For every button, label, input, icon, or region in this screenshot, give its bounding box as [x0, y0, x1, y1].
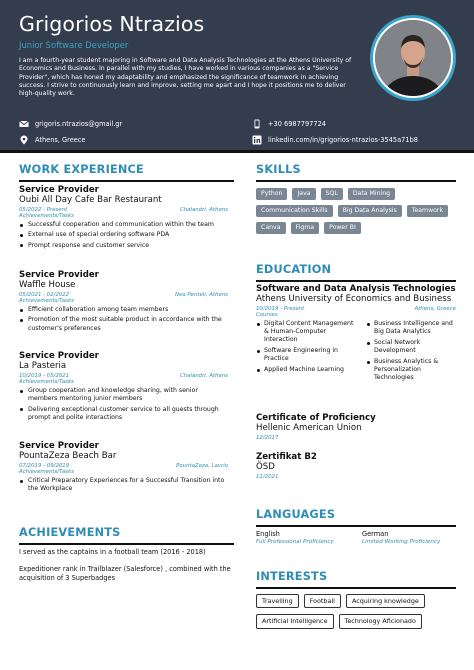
interest-chip: Technology Aficionado	[339, 614, 422, 628]
edu-degree: Zertifikat B2	[256, 452, 317, 462]
language-level: Limited Working Proficiency	[362, 539, 441, 545]
interest-chip: Artificial Intelligence	[256, 614, 334, 628]
section-rule	[19, 543, 234, 545]
job-entry	[19, 351, 228, 424]
edu-dates: 11/2021	[256, 474, 279, 480]
skill-chip: Big Data Analysis	[338, 205, 402, 217]
achievement-item: Expeditioner rank in Trailblazer (Salesforce) , combined with the acquisition of 3 Superbadges	[19, 565, 231, 582]
bullet-item: Promotion of the most suitable product in accordance with the customer's preferences	[19, 316, 228, 333]
section-title-languages: LANGUAGES	[256, 508, 336, 521]
bullet-item: Delivering exceptional customer service to all guests through prompt and polite interactions	[19, 406, 228, 423]
job-company: Waffle House	[19, 280, 76, 290]
section-title-interests: INTERESTS	[256, 570, 328, 583]
skill-chip: SQL	[321, 188, 343, 200]
job-location: PountaZeza, Lavrio	[176, 463, 228, 469]
achievement-item: I served as the captains in a football team (2016 - 2018)	[19, 548, 206, 556]
job-entry	[19, 270, 228, 335]
job-location: Chalandri, Athens	[179, 373, 228, 379]
job-bullets	[19, 387, 228, 422]
section-title-education: EDUCATION	[256, 263, 332, 276]
education-entry	[256, 452, 456, 480]
section-rule	[256, 525, 456, 527]
bullet-item: Prompt response and customer service	[19, 242, 228, 250]
job-role: Service Provider	[19, 351, 99, 361]
edu-degree: Certificate of Proficiency	[256, 413, 376, 423]
bullet-item: External use of special ordering software PDA	[19, 231, 228, 239]
language-level: Full Professional Proficiency	[256, 539, 334, 545]
job-entry	[19, 185, 228, 252]
edu-location: Athens, Greece	[414, 306, 456, 312]
bullet-item: Successful cooperation and communication within the team	[19, 221, 228, 229]
job-bullets	[19, 306, 228, 333]
skill-chip: Canva	[256, 222, 286, 234]
interest-chip: Acquiring knowledge	[346, 594, 425, 608]
job-role: Service Provider	[19, 185, 99, 195]
edu-degree: Software and Data Analysis Technologies	[256, 284, 456, 294]
job-location: Chalandri, Athens	[179, 207, 228, 213]
section-rule	[256, 180, 456, 182]
email-icon	[19, 119, 29, 129]
location-text: Athens, Greece	[35, 136, 86, 144]
section-rule	[256, 280, 456, 282]
job-subtitle: Achievements/Tasks	[19, 379, 74, 385]
section-title-achievements: ACHIEVEMENTS	[19, 526, 121, 539]
contact-email[interactable]	[19, 119, 122, 129]
interest-chip: Football	[304, 594, 341, 608]
bullet-item: Efficient collaboration among team members	[19, 306, 228, 314]
job-company: PountaZeza Beach Bar	[19, 451, 117, 461]
job-subtitle: Achievements/Tasks	[19, 469, 74, 475]
header	[0, 0, 474, 150]
location-icon	[19, 135, 29, 145]
bullet-item: Critical Preparatory Experiences for a Successful Transition into the Workplace	[19, 477, 228, 494]
language-name: English	[256, 530, 280, 538]
linkedin-text: linkedin.com/in/grigorios-ntrazios-3545a71b8	[268, 136, 418, 144]
skill-chip: Java	[292, 188, 315, 200]
skill-chip: Data Mining	[348, 188, 395, 200]
course-item: Business Analytics & Personalization Technologies	[366, 358, 456, 382]
contact-phone[interactable]	[252, 119, 326, 129]
candidate-name: Grigorios Ntrazios	[19, 12, 205, 36]
job-subtitle: Achievements/Tasks	[19, 213, 74, 219]
course-item: Software Engineering in Practice	[256, 347, 356, 363]
job-dates: 05/2021 - 02/2022	[19, 292, 70, 298]
course-list	[256, 320, 456, 385]
skill-chip: Python	[256, 188, 287, 200]
skill-chip: Teamwork	[407, 205, 448, 217]
job-dates: 07/2019 - 09/2019	[19, 463, 70, 469]
section-title-skills: SKILLS	[256, 163, 301, 176]
language-item	[362, 530, 462, 545]
contact-location	[19, 135, 86, 145]
course-item: Applied Machine Learning	[256, 366, 356, 374]
interest-chip: Travelling	[256, 594, 299, 608]
edu-school: ÖSD	[256, 462, 275, 472]
edu-school: Hellenic American Union	[256, 423, 362, 433]
edu-dates: 12/2017	[256, 435, 279, 441]
edu-subtitle: Courses	[256, 312, 278, 318]
job-bullets	[19, 477, 228, 494]
bullet-item: Group cooperation and knowledge sharing, with senior members mentoring junior members	[19, 387, 228, 404]
profile-photo-frame	[370, 15, 456, 101]
email-text: grigoris.ntrazios@gmail.gr	[35, 120, 123, 128]
linkedin-icon	[252, 135, 262, 145]
course-item: Social Network Development	[366, 339, 456, 355]
job-dates: 05/2022 - Present	[19, 207, 68, 213]
job-role: Service Provider	[19, 270, 99, 280]
skill-chip: Communication Skills	[256, 205, 333, 217]
phone-text: +30 6987797724	[268, 120, 326, 128]
job-bullets	[19, 221, 228, 250]
skills-list	[256, 188, 456, 234]
edu-school: Athens University of Economics and Business	[256, 294, 452, 304]
section-rule	[19, 180, 234, 182]
job-subtitle: Achievements/Tasks	[19, 298, 74, 304]
education-entry	[256, 284, 456, 385]
section-rule	[256, 587, 456, 589]
job-dates: 10/2019 - 05/2021	[19, 373, 70, 379]
edu-dates: 10/2019 - Present	[256, 306, 305, 312]
language-name: German	[362, 530, 389, 538]
interests-list	[256, 594, 456, 629]
job-role: Service Provider	[19, 441, 99, 451]
language-item	[256, 530, 356, 545]
summary: I am a fourth-year student majoring in Software and Data Analysis Technologies at the Athens University of Economics and Business. In parallel with my studies, I have worked in various companies as a "Service Provider", which has honed my adaptability and emphasized the significance of teamwork in achieving success. I strive to continuously learn and improve, setting me apart and I hope it positions me to deliver high-quality work.	[19, 57, 352, 98]
profile-photo	[375, 20, 451, 96]
course-item: Digital Content Management & Human-Computer Interaction	[256, 320, 356, 344]
skill-chip: Figma	[291, 222, 320, 234]
job-location: Nea Penteli, Athens	[175, 292, 228, 298]
phone-icon	[252, 119, 262, 129]
education-entry	[256, 413, 456, 441]
skill-chip: Power BI	[324, 222, 361, 234]
header-divider	[0, 150, 474, 153]
contact-linkedin[interactable]	[252, 135, 418, 145]
section-title-experience: WORK EXPERIENCE	[19, 163, 144, 176]
job-title: Junior Software Developer	[19, 40, 129, 50]
job-entry	[19, 441, 228, 496]
job-company: La Pasteria	[19, 361, 67, 371]
job-company: Oubi All Day Cafe Bar Restaurant	[19, 195, 162, 205]
course-item: Business Intelligence and Big Data Analytics	[366, 320, 456, 336]
